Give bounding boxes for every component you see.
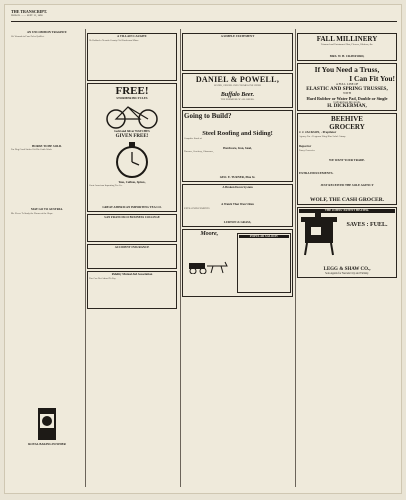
ad-title: DANIEL & POWELL, <box>195 74 280 84</box>
ad-body: Complete Stock of <box>184 136 202 140</box>
ad-title: POPULAR SALOON <box>239 235 290 239</box>
ad-title: STORMER BICYCLES <box>116 95 148 100</box>
daniel-powell-ad <box>182 73 293 108</box>
ad-title: Fidelity Mutual Aid Association <box>111 272 153 277</box>
ad-title-2: I Can Fit You! <box>349 73 395 83</box>
column-rule <box>85 29 86 487</box>
ad-body: Trimmed and Untrimmed Hats, Flowers, Ribbons, &c. <box>320 43 374 46</box>
ad-subtitle: Depot for <box>299 143 312 148</box>
ad-subtitle: GEO. E. TURNER, Pine St. <box>219 175 256 180</box>
ad-body <box>299 257 395 267</box>
beehive-grocery-ad <box>297 113 397 205</box>
ad-body <box>339 228 395 248</box>
broken-down-system-ad <box>182 184 293 227</box>
saloon-notice-ad <box>182 33 293 71</box>
ad-title: SAN FRANCISCO BUSINESS COLLEGE <box>104 214 160 219</box>
ad-title: Going to Build? <box>184 111 232 120</box>
ad-free-label: FREE! <box>115 84 149 97</box>
ad-body <box>184 237 235 257</box>
ad-subtitle: Hard Rubber or Water Pad, Double or Single <box>306 95 388 101</box>
ad-body <box>89 249 175 267</box>
ad-body <box>184 120 291 130</box>
article-body: Mr. Pierce Tr Study the Dream of the Slope. <box>11 211 54 215</box>
ad-body: A FULL LINE OF <box>335 81 359 86</box>
ad-buffalo: Buffalo Beer. <box>220 91 255 98</box>
column-4 <box>297 31 397 280</box>
accident-insurance-ad <box>87 244 177 270</box>
ad-body <box>239 238 290 272</box>
going-to-build-ad <box>182 110 293 182</box>
ad-body <box>184 189 291 203</box>
ad-title: ROYAL BAKING POWDER <box>28 441 66 446</box>
ad-subtitle: H. DICKERMAN, <box>327 104 367 110</box>
watch-icon <box>112 140 152 180</box>
ad-title-2: GROCERY <box>329 123 365 132</box>
free-bicycles-ad <box>87 83 177 212</box>
ad-body: Great American Importing Tea Co. <box>89 184 123 188</box>
ad-body: WATER, GINGER AND CHAMPAGNE CIDER <box>213 83 262 87</box>
ad-subtitle: JUST RECEIVED THE SOLE AGENCY <box>320 182 374 187</box>
article-headline: MAY GO TO AUSTRIA. <box>30 207 63 212</box>
masthead <box>11 9 83 18</box>
moore-ad <box>184 231 235 295</box>
ad-subtitle: Steel Roofing and Siding! <box>202 129 273 137</box>
column-1 <box>11 31 83 446</box>
masthead-title: THE TRANSCRIPT. <box>11 9 48 14</box>
ad-subtitle: LURTON & GRASS, <box>223 219 252 224</box>
ad-body: Agency For - Ferguson Wing Blue Label Catsup <box>299 134 346 138</box>
ad-body: Call and see my stock. <box>333 99 361 104</box>
article-body: For Dog Good Stolen Off His Cattle Work. <box>11 148 53 152</box>
ad-subtitle: EXTRA INDUCEMENTS. <box>299 171 334 176</box>
article-headline: A VILLAIN CAUGHT. <box>117 34 147 38</box>
ad-subtitle: WOLF, THE CASH GROCER. <box>309 197 385 204</box>
ad-body: Sole Agents for Nevada City and Vicinity. <box>325 271 369 275</box>
truss-ad <box>297 63 397 112</box>
ad-subtitle: Teas, Coffees, Spices, <box>118 179 146 184</box>
ad-subtitle: LEGG & SHAW CO., <box>323 266 371 272</box>
mutual-aid-ad <box>87 271 177 309</box>
villain-caught-article <box>87 33 177 81</box>
article-headline: HORSE TO BE SOLD. <box>32 143 62 148</box>
column-rule <box>295 29 296 487</box>
ad-body <box>184 39 291 69</box>
ad-subtitle: Hardware, Iron, Steel, <box>223 145 252 150</box>
ad-body: WITH <box>343 91 351 96</box>
ad-subtitle: WE WANT YOUR TRADE. <box>328 157 366 162</box>
column-3 <box>182 31 293 299</box>
ad-title: THE JOHNS' PATENT HEATER. <box>299 209 395 213</box>
popular-saloon-ad <box>237 233 292 293</box>
article-headline: AN UNCOMMON TRAGEDY. <box>26 31 68 34</box>
ad-title: FALL MILLINERY <box>316 35 378 43</box>
newspaper-page <box>5 5 401 493</box>
baking-powder-can-icon <box>36 406 58 442</box>
ad-subtitle: ELASTIC AND SPRING TRUSSES, <box>306 86 388 93</box>
ad-body <box>299 187 395 197</box>
article-body: He Robbed a Nevada County Girl Ponderosa Miner. <box>89 38 139 42</box>
horse-carriage-icon <box>187 258 231 274</box>
ad-title: A Broken Down System <box>222 184 253 189</box>
ad-body: Tinware, Crockery, Glassware, <box>184 150 214 154</box>
johns-patent-heater-ad <box>297 207 397 277</box>
column-rule <box>180 29 181 487</box>
ad-body: EXTRA INDUCEMENTS <box>184 206 210 210</box>
masthead-date: FRIDAY ......... SEPT. 23, 1898 <box>11 14 43 17</box>
moore-and-popular-saloon-ads <box>182 229 293 297</box>
royal-baking-powder-ad <box>11 406 83 447</box>
ad-subtitle: SAVES : FUEL. <box>346 221 388 228</box>
ad-body <box>89 220 175 240</box>
ad-body: You Can Not Afford To Pay <box>89 276 116 280</box>
ad-title: If You Need a Truss, <box>314 64 380 74</box>
ad-title: BEEHIVE <box>331 115 363 124</box>
ad-body: Fancy Groceries <box>299 148 315 152</box>
ad-subtitle: Gold and Silver WATCHES <box>114 129 150 134</box>
fall-millinery-ad <box>297 33 397 61</box>
ad-subtitle: MRS. W. H. CRAWFORD, <box>329 54 365 58</box>
stove-icon <box>299 213 339 257</box>
ad-body: THE PREMIUM OF ALL BEERS. <box>220 97 255 101</box>
ad-title: Moore, <box>200 230 219 237</box>
bicycle-icon <box>104 101 160 129</box>
san-francisco-business-college-ad <box>87 214 177 242</box>
header-rule <box>11 21 397 22</box>
ad-subtitle: GREAT AMERICAN IMPORTING TEA CO. <box>102 205 162 210</box>
ad-given-free: GIVEN FREE! <box>115 133 149 139</box>
ad-title: A SIMPLE STATEMENT <box>220 34 255 38</box>
ad-title: ACCIDENT INSURANCE <box>114 244 150 249</box>
article-body: We Wounds in Four Poles Quilliet. <box>11 34 45 38</box>
ad-subtitle: J. J. JACKSON, - Proprietor <box>299 130 337 135</box>
column-2 <box>87 31 177 311</box>
ad-subtitle: A Watch That Won't Run <box>221 202 254 207</box>
